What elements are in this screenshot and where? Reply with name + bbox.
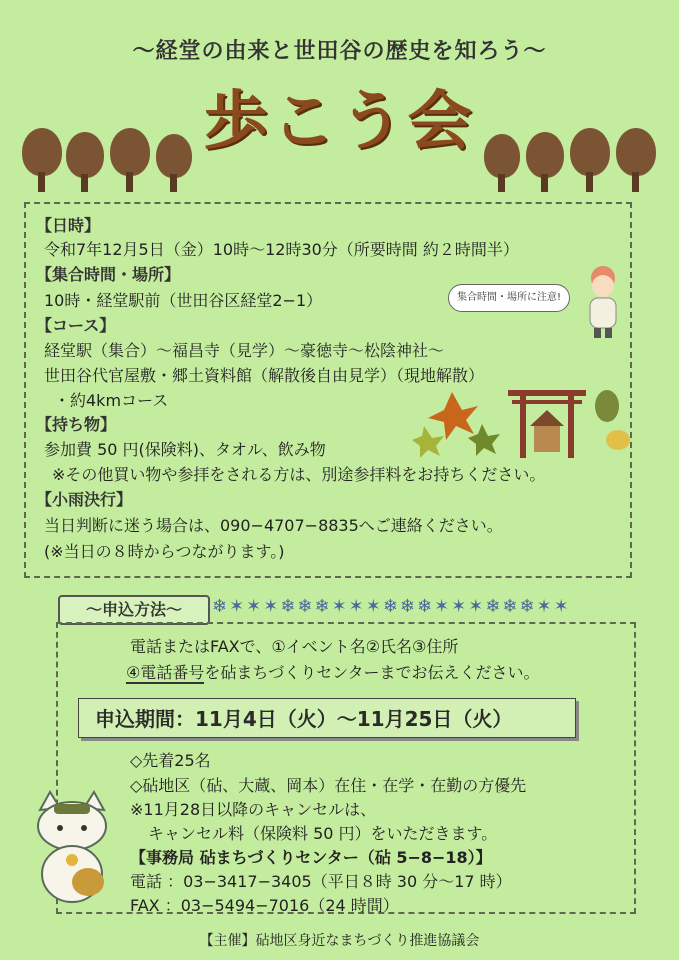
apply-line-2	[126, 660, 540, 683]
tree-group-left-icon	[22, 128, 192, 192]
items-line-1: 参加費 50 円(保険料)、タオル、飲み物	[44, 440, 326, 459]
office-fax: FAX ：03−5494−7016（24 時間）	[130, 896, 399, 915]
course-line-3: ・約4kmコース	[54, 391, 169, 410]
apply-method-label: ～申込方法～	[58, 595, 210, 625]
rain-line-1: 当日判断に迷う場合は、090−4707−8835へご連絡ください。	[44, 516, 503, 535]
leaves-shrine-illustration-icon	[412, 382, 630, 460]
date-heading: 【日時】	[36, 216, 101, 235]
office-info: 【事務局 砧まちづくりセンター（砧 5−8−18）】	[130, 848, 492, 867]
course-line-1: 経堂駅（集合）～福昌寺（見学）～豪徳寺～松陰神社～	[44, 341, 445, 360]
snowflake-border-icon: ❄✶✶✶❄❄❄✶✶✶❄❄❄✶✶✶❄❄❄✶✶	[212, 596, 571, 617]
meet-heading: 【集合時間・場所】	[36, 265, 181, 284]
organizer-footer: 【主催】砧地区身近なまちづくり推進協議会	[199, 933, 480, 949]
office-tel: 電話 ：03−3417−3405（平日８時 30 分～17 時）	[130, 872, 512, 891]
apply-line-2-rest: を砧まちづくりセンターまでお伝えください。	[204, 663, 540, 682]
tree-group-right-icon	[484, 128, 656, 192]
rain-heading: 【小雨決行】	[36, 490, 133, 509]
rain-line-2: (※当日の８時からつながります。)	[44, 542, 285, 561]
condition-priority: ◇砧地区（砧、大蔵、岡本）在住・在学・在勤の方優先	[130, 776, 527, 795]
course-line-2: 世田谷代官屋敷・郷土資料館（解散後自由見学）（現地解散）	[44, 366, 485, 385]
cat-mascot-icon	[32, 790, 112, 906]
items-line-2: ※その他買い物や参拝をされる方は、別途参拝料をお持ちください。	[52, 465, 546, 484]
items-heading: 【持ち物】	[36, 415, 117, 434]
condition-cancel: ※11月28日以降のキャンセルは、	[130, 800, 377, 819]
condition-capacity: ◇先着25名	[130, 751, 211, 770]
event-title: 歩こう会	[203, 85, 476, 159]
course-heading: 【コース】	[36, 316, 116, 335]
meet-note-bubble: 集合時間・場所に注意!	[448, 284, 570, 312]
child-illustration-icon	[578, 262, 628, 342]
event-subtitle: ～経堂の由来と世田谷の歴史を知ろう～	[132, 39, 547, 64]
meet-text: 10時・経堂駅前（世田谷区経堂2−1）	[44, 291, 323, 310]
date-text: 令和7年12月5日（金）10時～12時30分（所要時間 約２時間半）	[44, 240, 519, 259]
application-period: 申込期間：11月4日（火）～11月25日（火）	[78, 698, 576, 738]
condition-cancel-fee: キャンセル料（保険料 50 円）をいただきます。	[148, 824, 498, 843]
phone-number-emphasis: ④電話番号	[126, 663, 205, 682]
apply-line-1: 電話またはFAXで、①イベント名②氏名③住所	[130, 637, 459, 656]
